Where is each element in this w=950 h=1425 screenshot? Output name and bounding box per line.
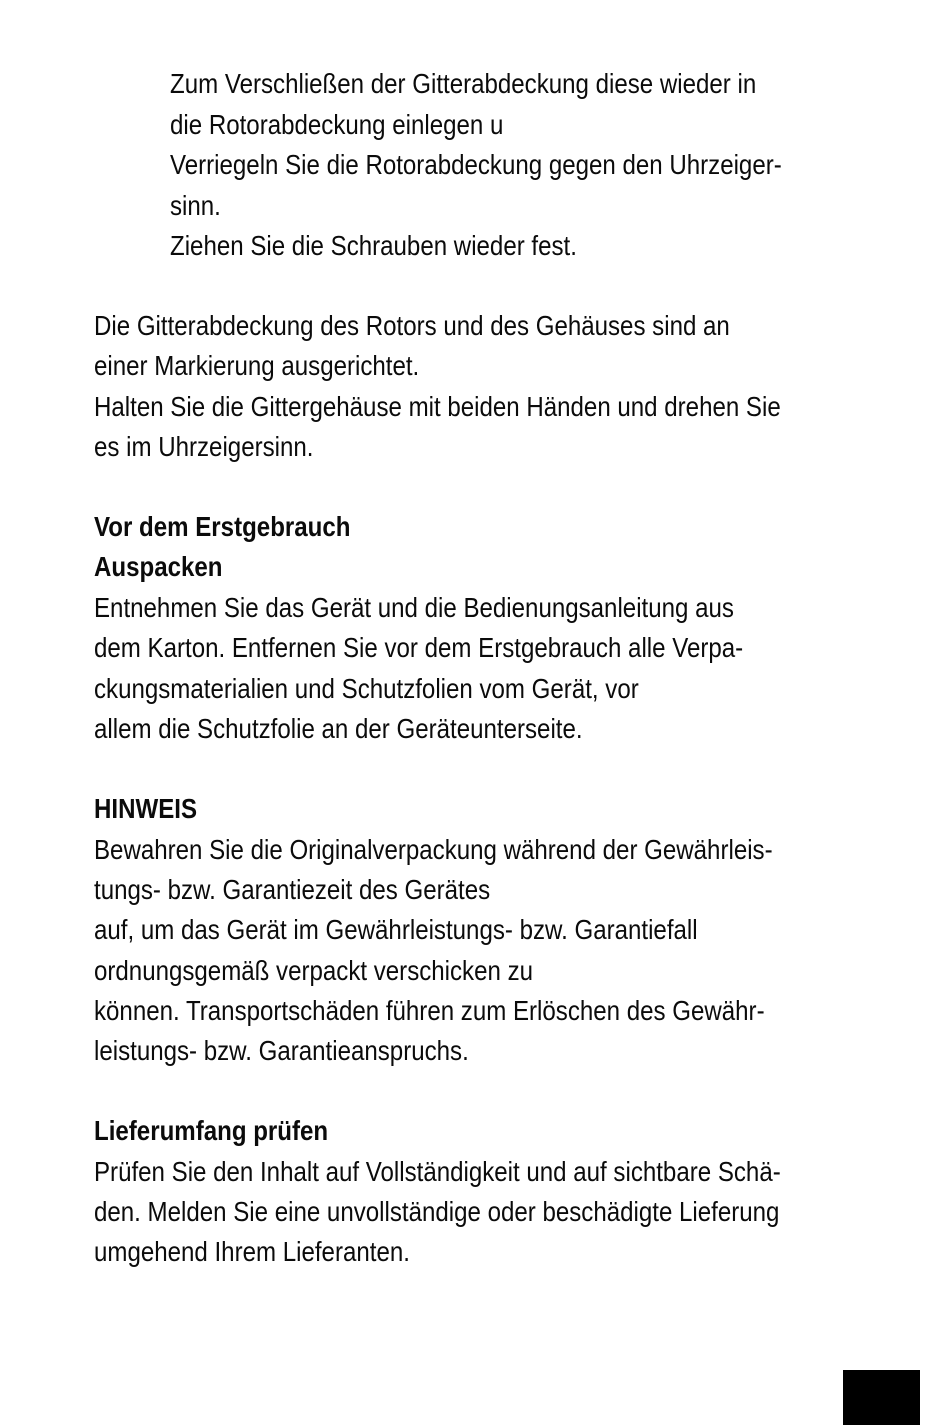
check-delivery-line-3: umgehend Ihrem Lieferanten. <box>94 1236 410 1267</box>
unpacking-line-3: ckungsmaterialien und Schutzfolien vom Gerät, vor <box>94 673 639 704</box>
intro-line-2: die Rotorabdeckung einlegen u <box>170 109 504 140</box>
alignment-line-1: Die Gitterabdeckung des Rotors und des Gehäuses sind an <box>94 310 730 341</box>
notice-heading: HINWEIS <box>94 793 198 824</box>
notice-line-3: auf, um das Gerät im Gewährleistungs- bzw. Garantiefall <box>94 914 698 945</box>
check-delivery-line-2: den. Melden Sie eine unvollständige oder beschädigte Lieferung <box>94 1196 780 1227</box>
intro-line-4: sinn. <box>170 190 221 221</box>
intro-line-5: Ziehen Sie die Schrauben wieder fest. <box>170 230 577 261</box>
notice-line-2: tungs- bzw. Garantiezeit des Gerätes <box>94 874 491 905</box>
before-first-use-heading: Vor dem Erstgebrauch <box>94 511 351 542</box>
notice-line-1: Bewahren Sie die Originalverpackung während der Gewährleis- <box>94 834 773 865</box>
unpacking-heading: Auspacken <box>94 551 223 582</box>
corner-marker-block <box>843 1370 920 1425</box>
alignment-line-4: es im Uhrzeigersinn. <box>94 431 314 462</box>
notice-line-6: leistungs- bzw. Garantieanspruchs. <box>94 1035 469 1066</box>
unpacking-line-4: allem die Schutzfolie an der Geräteunterseite. <box>94 713 583 744</box>
notice-line-4: ordnungsgemäß verpackt verschicken zu <box>94 955 534 986</box>
check-delivery-line-1: Prüfen Sie den Inhalt auf Vollständigkeit und auf sichtbare Schä- <box>94 1156 781 1187</box>
check-delivery-heading: Lieferumfang prüfen <box>94 1115 329 1146</box>
alignment-line-3: Halten Sie die Gittergehäuse mit beiden Händen und drehen Sie <box>94 391 781 422</box>
intro-line-1: Zum Verschließen der Gitterabdeckung diese wieder in <box>170 68 757 99</box>
unpacking-line-2: dem Karton. Entfernen Sie vor dem Erstgebrauch alle Verpa- <box>94 632 744 663</box>
notice-line-5: können. Transportschäden führen zum Erlöschen des Gewähr- <box>94 995 765 1026</box>
intro-line-3: Verriegeln Sie die Rotorabdeckung gegen den Uhrzeiger- <box>170 149 782 180</box>
unpacking-line-1: Entnehmen Sie das Gerät und die Bedienungsanleitung aus <box>94 592 734 623</box>
alignment-line-2: einer Markierung ausgerichtet. <box>94 350 420 381</box>
